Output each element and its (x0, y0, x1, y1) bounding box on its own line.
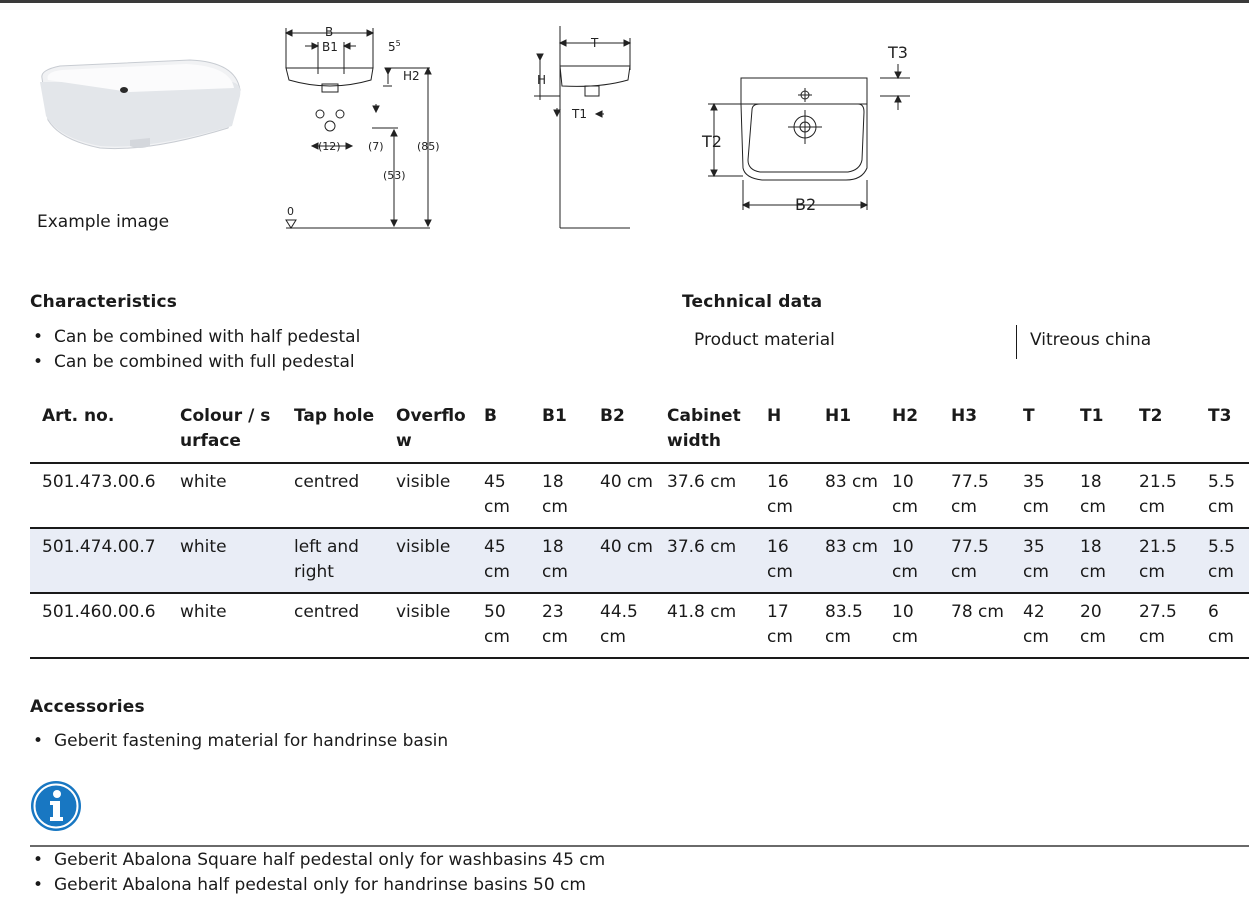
info-icon (30, 780, 82, 832)
table-cell: 78 cm (939, 593, 1011, 658)
column-header: Colour / surface (168, 398, 282, 463)
column-header: T (1011, 398, 1068, 463)
table-cell: visible (384, 463, 472, 528)
table-cell: 10 cm (880, 463, 939, 528)
column-header: Tap hole (282, 398, 384, 463)
table-cell: centred (282, 463, 384, 528)
table-cell: 501.474.00.7 (30, 528, 168, 593)
dim-85-label: (85) (417, 140, 440, 153)
table-cell: left and right (282, 528, 384, 593)
ground-zero-label: 0 (287, 205, 294, 218)
column-header: T2 (1127, 398, 1196, 463)
table-cell: visible (384, 593, 472, 658)
technical-data-title: Technical data (682, 292, 823, 312)
table-cell: 18 cm (1068, 463, 1127, 528)
table-cell: 20 cm (1068, 593, 1127, 658)
table-cell: 83 cm (813, 528, 880, 593)
table-cell: 501.473.00.6 (30, 463, 168, 528)
accessories-list (30, 729, 448, 754)
table-row (30, 593, 1249, 658)
table-cell: 40 cm (588, 528, 655, 593)
table-cell: 10 cm (880, 528, 939, 593)
column-header: B (472, 398, 530, 463)
dim-5-label: $5^5$ (388, 39, 401, 54)
column-header: T3 (1196, 398, 1249, 463)
column-header: H3 (939, 398, 1011, 463)
table-cell: white (168, 528, 282, 593)
characteristics-title: Characteristics (30, 292, 178, 312)
dim-H2-label: H2 (403, 69, 420, 83)
article-spec-table (30, 398, 1249, 659)
table-cell: centred (282, 593, 384, 658)
table-cell: 40 cm (588, 463, 655, 528)
column-header: B2 (588, 398, 655, 463)
dim-T3-label: T3 (888, 43, 908, 62)
column-header: H (755, 398, 813, 463)
table-row (30, 463, 1249, 528)
table-cell: 35 cm (1011, 528, 1068, 593)
product-material-value: Vitreous china (1030, 330, 1152, 350)
dim-B1-label: B1 (322, 40, 338, 54)
front-view-drawing (286, 28, 431, 228)
list-item: • Can be combined with full pedestal (30, 350, 360, 375)
table-cell: 16 cm (755, 463, 813, 528)
table-cell: 37.6 cm (655, 528, 755, 593)
dim-T2-label: T2 (702, 132, 722, 151)
table-row (30, 528, 1249, 593)
table-cell: 45 cm (472, 528, 530, 593)
product-material-label: Product material (694, 330, 835, 350)
list-item: • Geberit Abalona Square half pedestal only for washbasins 45 cm (30, 848, 605, 873)
notes-list (30, 848, 605, 898)
side-view-labels (537, 36, 599, 121)
table-cell: white (168, 593, 282, 658)
table-cell: 23 cm (530, 593, 588, 658)
table-cell: 21.5 cm (1127, 463, 1196, 528)
dim-53-label: (53) (383, 169, 406, 182)
table-cell: 16 cm (755, 528, 813, 593)
table-cell: 77.5 cm (939, 528, 1011, 593)
front-view-labels (287, 25, 440, 218)
column-header: H1 (813, 398, 880, 463)
dim-B-label: B (325, 25, 334, 39)
list-item: • Geberit fastening material for handrinse basin (30, 729, 448, 754)
top-view-labels (701, 43, 908, 214)
list-item: • Geberit Abalona half pedestal only for handrinse basins 50 cm (30, 873, 605, 898)
notes-divider (30, 845, 1249, 847)
dim-T1-label: T1 (572, 107, 587, 121)
table-cell: 501.460.00.6 (30, 593, 168, 658)
column-header: T1 (1068, 398, 1127, 463)
column-header: Cabinet width (655, 398, 755, 463)
column-header: H2 (880, 398, 939, 463)
table-cell: 83.5 cm (813, 593, 880, 658)
table-cell: visible (384, 528, 472, 593)
side-view-drawing (534, 26, 630, 228)
table-cell: 77.5 cm (939, 463, 1011, 528)
table-cell: 18 cm (1068, 528, 1127, 593)
table-cell: 5.5 cm (1196, 463, 1249, 528)
table-cell: 50 cm (472, 593, 530, 658)
table-cell: 37.6 cm (655, 463, 755, 528)
table-cell: 35 cm (1011, 463, 1068, 528)
accessories-title: Accessories (30, 697, 145, 717)
column-header: Art. no. (30, 398, 168, 463)
dim-T-label: T (591, 36, 599, 50)
table-cell: 10 cm (880, 593, 939, 658)
table-cell: 44.5 cm (588, 593, 655, 658)
table-cell: 21.5 cm (1127, 528, 1196, 593)
table-header-row (30, 398, 1249, 463)
column-header: B1 (530, 398, 588, 463)
example-basin-image (40, 60, 240, 149)
technical-data-separator (1016, 325, 1017, 359)
characteristics-list (30, 325, 360, 375)
dim-7-label: (7) (368, 140, 384, 153)
table-cell: 17 cm (755, 593, 813, 658)
table-cell: 18 cm (530, 463, 588, 528)
table-cell: 45 cm (472, 463, 530, 528)
column-header: Overflow (384, 398, 472, 463)
table-cell: 42 cm (1011, 593, 1068, 658)
table-cell: 83 cm (813, 463, 880, 528)
table-cell: white (168, 463, 282, 528)
table-cell: 41.8 cm (655, 593, 755, 658)
dim-H-label: H (537, 73, 547, 87)
list-item: • Can be combined with half pedestal (30, 325, 360, 350)
dim-B2-label: B2 (795, 195, 817, 214)
table-cell: 18 cm (530, 528, 588, 593)
table-cell: 6 cm (1196, 593, 1249, 658)
top-view-drawing (708, 64, 910, 210)
table-cell: 5.5 cm (1196, 528, 1249, 593)
table-cell: 27.5 cm (1127, 593, 1196, 658)
technical-drawings (0, 0, 1249, 260)
example-image-caption: Example image (37, 212, 170, 232)
dim-12-label: (12) (318, 140, 341, 153)
